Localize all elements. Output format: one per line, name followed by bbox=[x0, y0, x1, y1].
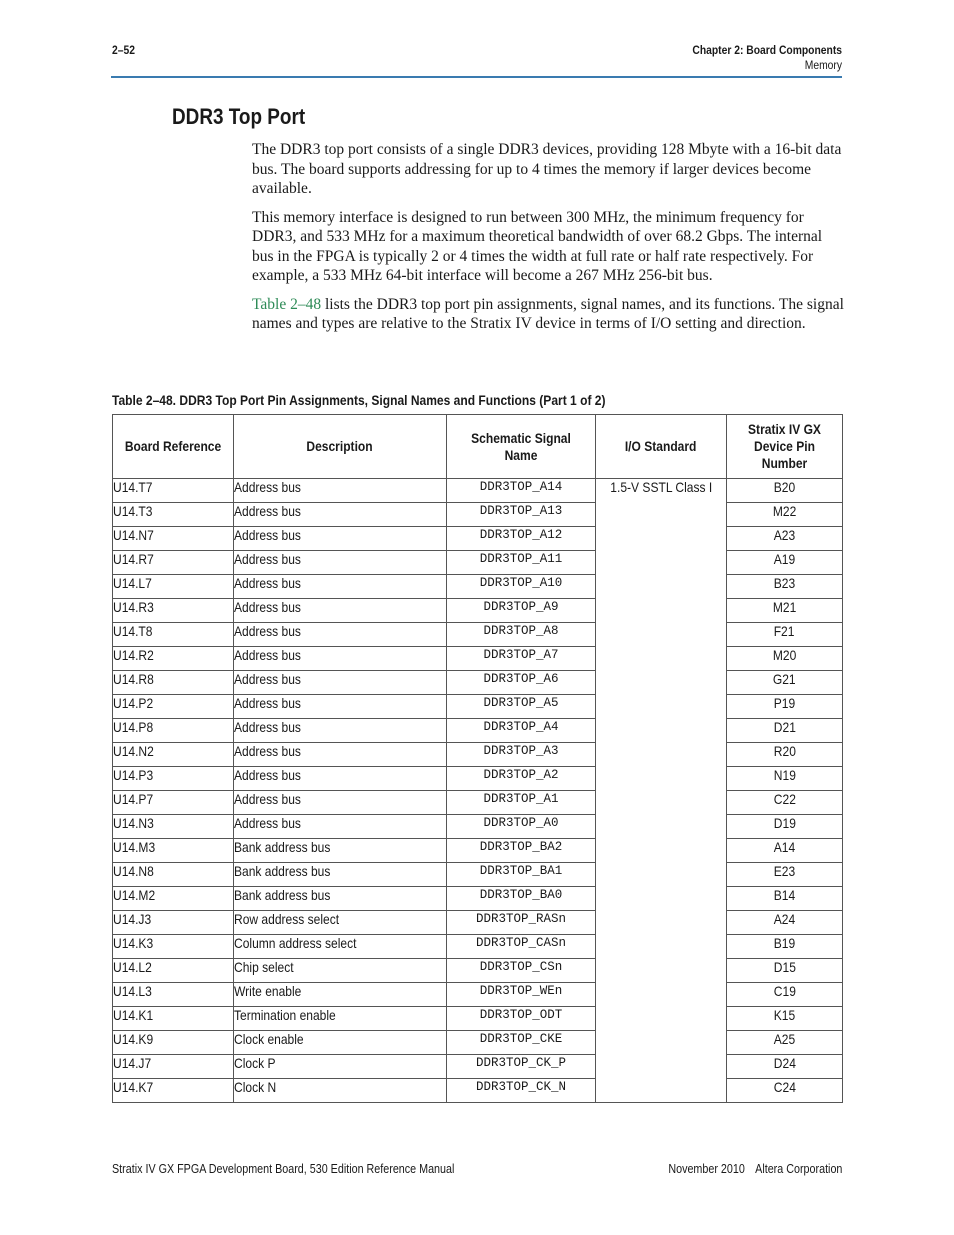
pin-number-cell: B19 bbox=[727, 935, 843, 959]
board-reference-cell: U14.T8 bbox=[113, 623, 234, 647]
header-io-standard: I/O Standard bbox=[596, 415, 727, 479]
table-row bbox=[113, 623, 843, 647]
pin-number-cell: P19 bbox=[727, 695, 843, 719]
board-reference-cell: U14.N8 bbox=[113, 863, 234, 887]
signal-name-cell: DDR3TOP_A13 bbox=[447, 503, 596, 527]
header-board-reference: Board Reference bbox=[113, 415, 234, 479]
table-caption: Table 2–48. DDR3 Top Port Pin Assignments, Signal Names and Functions (Part 1 of 2) bbox=[112, 392, 606, 408]
description-cell: Address bus bbox=[234, 647, 447, 671]
description-cell: Address bus bbox=[234, 599, 447, 623]
table-row bbox=[113, 959, 843, 983]
pin-number-cell: D24 bbox=[727, 1055, 843, 1079]
signal-name-cell: DDR3TOP_A5 bbox=[447, 695, 596, 719]
table-reference-text: lists the DDR3 top port pin assignments, signal names, and its functions. The signal names and types are relative to the Stratix IV device in terms of I/O setting and direction. bbox=[252, 295, 844, 332]
description-cell: Row address select bbox=[234, 911, 447, 935]
pin-number-cell: N19 bbox=[727, 767, 843, 791]
section-name: Memory bbox=[804, 58, 842, 72]
pin-number-cell: A24 bbox=[727, 911, 843, 935]
footer-manual-title: Stratix IV GX FPGA Development Board, 530 Edition Reference Manual bbox=[112, 1162, 455, 1176]
pin-number-cell: M21 bbox=[727, 599, 843, 623]
table-row bbox=[113, 575, 843, 599]
board-reference-cell: U14.P3 bbox=[113, 767, 234, 791]
description-cell: Chip select bbox=[234, 959, 447, 983]
board-reference-cell: U14.K3 bbox=[113, 935, 234, 959]
signal-name-cell: DDR3TOP_A1 bbox=[447, 791, 596, 815]
board-reference-cell: U14.L2 bbox=[113, 959, 234, 983]
board-reference-cell: U14.K9 bbox=[113, 1031, 234, 1055]
description-cell: Address bus bbox=[234, 695, 447, 719]
footer-company: Altera Corporation bbox=[754, 1162, 842, 1176]
signal-name-cell: DDR3TOP_A0 bbox=[447, 815, 596, 839]
description-cell: Address bus bbox=[234, 503, 447, 527]
pin-number-cell: C22 bbox=[727, 791, 843, 815]
pin-number-cell: C24 bbox=[727, 1079, 843, 1103]
description-cell: Column address select bbox=[234, 935, 447, 959]
footer-right bbox=[668, 1162, 842, 1176]
board-reference-cell: U14.L3 bbox=[113, 983, 234, 1007]
table-row bbox=[113, 1055, 843, 1079]
signal-name-cell: DDR3TOP_CK_N bbox=[447, 1079, 596, 1103]
table-row bbox=[113, 527, 843, 551]
pin-number-cell: D19 bbox=[727, 815, 843, 839]
board-reference-cell: U14.N2 bbox=[113, 743, 234, 767]
description-cell: Address bus bbox=[234, 551, 447, 575]
description-cell: Address bus bbox=[234, 575, 447, 599]
pin-number-cell: A23 bbox=[727, 527, 843, 551]
header-rule bbox=[111, 76, 842, 78]
signal-name-cell: DDR3TOP_A3 bbox=[447, 743, 596, 767]
table-row bbox=[113, 839, 843, 863]
table-row bbox=[113, 743, 843, 767]
board-reference-cell: U14.N7 bbox=[113, 527, 234, 551]
table-row bbox=[113, 695, 843, 719]
signal-name-cell: DDR3TOP_A6 bbox=[447, 671, 596, 695]
table-row bbox=[113, 719, 843, 743]
table-row bbox=[113, 1031, 843, 1055]
pin-number-cell: D21 bbox=[727, 719, 843, 743]
board-reference-cell: U14.P7 bbox=[113, 791, 234, 815]
board-reference-cell: U14.P8 bbox=[113, 719, 234, 743]
signal-name-cell: DDR3TOP_BA2 bbox=[447, 839, 596, 863]
table-row bbox=[113, 887, 843, 911]
table-row bbox=[113, 599, 843, 623]
board-reference-cell: U14.T7 bbox=[113, 479, 234, 503]
table-row bbox=[113, 479, 843, 503]
pin-number-cell: B20 bbox=[727, 479, 843, 503]
table-row bbox=[113, 911, 843, 935]
signal-name-cell: DDR3TOP_WEn bbox=[447, 983, 596, 1007]
header-signal-name: Schematic Signal Name bbox=[447, 415, 596, 479]
table-row bbox=[113, 815, 843, 839]
board-reference-cell: U14.P2 bbox=[113, 695, 234, 719]
table-row bbox=[113, 983, 843, 1007]
header-pin-number: Stratix IV GX Device Pin Number bbox=[727, 415, 843, 479]
description-cell: Address bus bbox=[234, 815, 447, 839]
signal-name-cell: DDR3TOP_BA1 bbox=[447, 863, 596, 887]
board-reference-cell: U14.J7 bbox=[113, 1055, 234, 1079]
board-reference-cell: U14.N3 bbox=[113, 815, 234, 839]
pin-number-cell: G21 bbox=[727, 671, 843, 695]
board-reference-cell: U14.M2 bbox=[113, 887, 234, 911]
running-header bbox=[692, 43, 842, 73]
description-cell: Address bus bbox=[234, 767, 447, 791]
signal-name-cell: DDR3TOP_CK_P bbox=[447, 1055, 596, 1079]
table-link[interactable]: Table 2–48 bbox=[252, 295, 322, 313]
signal-name-cell: DDR3TOP_RASn bbox=[447, 911, 596, 935]
pin-number-cell: M20 bbox=[727, 647, 843, 671]
description-cell: Clock enable bbox=[234, 1031, 447, 1055]
signal-name-cell: DDR3TOP_A9 bbox=[447, 599, 596, 623]
table-row bbox=[113, 503, 843, 527]
section-title: DDR3 Top Port bbox=[172, 104, 306, 129]
pin-number-cell: M22 bbox=[727, 503, 843, 527]
table-row bbox=[113, 551, 843, 575]
pin-number-cell: F21 bbox=[727, 623, 843, 647]
table-row bbox=[113, 935, 843, 959]
signal-name-cell: DDR3TOP_CSn bbox=[447, 959, 596, 983]
description-cell: Write enable bbox=[234, 983, 447, 1007]
pin-number-cell: C19 bbox=[727, 983, 843, 1007]
chapter-title: Chapter 2: Board Components bbox=[692, 43, 842, 57]
body-text bbox=[252, 140, 844, 343]
signal-name-cell: DDR3TOP_A8 bbox=[447, 623, 596, 647]
pin-number-cell: A25 bbox=[727, 1031, 843, 1055]
description-cell: Bank address bus bbox=[234, 839, 447, 863]
board-reference-cell: U14.R7 bbox=[113, 551, 234, 575]
paragraph-intro: The DDR3 top port consists of a single DDR3 devices, providing 128 Mbyte with a 16-bit data bus. The board supports addressing for up to 4 times the memory if larger devices become available. bbox=[252, 141, 842, 197]
signal-name-cell: DDR3TOP_A11 bbox=[447, 551, 596, 575]
description-cell: Clock N bbox=[234, 1079, 447, 1103]
description-cell: Address bus bbox=[234, 743, 447, 767]
description-cell: Address bus bbox=[234, 719, 447, 743]
signal-name-cell: DDR3TOP_A2 bbox=[447, 767, 596, 791]
description-cell: Address bus bbox=[234, 527, 447, 551]
description-cell: Address bus bbox=[234, 623, 447, 647]
pin-number-cell: B23 bbox=[727, 575, 843, 599]
description-cell: Termination enable bbox=[234, 1007, 447, 1031]
table-row bbox=[113, 767, 843, 791]
signal-name-cell: DDR3TOP_CASn bbox=[447, 935, 596, 959]
signal-name-cell: DDR3TOP_A14 bbox=[447, 479, 596, 503]
signal-name-cell: DDR3TOP_A4 bbox=[447, 719, 596, 743]
pin-number-cell: E23 bbox=[727, 863, 843, 887]
table-row bbox=[113, 671, 843, 695]
pin-number-cell: A19 bbox=[727, 551, 843, 575]
pin-assignment-table bbox=[112, 414, 843, 1103]
pin-number-cell: A14 bbox=[727, 839, 843, 863]
signal-name-cell: DDR3TOP_BA0 bbox=[447, 887, 596, 911]
signal-name-cell: DDR3TOP_ODT bbox=[447, 1007, 596, 1031]
description-cell: Address bus bbox=[234, 479, 447, 503]
board-reference-cell: U14.L7 bbox=[113, 575, 234, 599]
header-description: Description bbox=[234, 415, 447, 479]
board-reference-cell: U14.R3 bbox=[113, 599, 234, 623]
signal-name-cell: DDR3TOP_A12 bbox=[447, 527, 596, 551]
io-standard-cell: 1.5-V SSTL Class I bbox=[596, 479, 727, 1103]
table-row bbox=[113, 791, 843, 815]
board-reference-cell: U14.J3 bbox=[113, 911, 234, 935]
board-reference-cell: U14.M3 bbox=[113, 839, 234, 863]
description-cell: Bank address bus bbox=[234, 863, 447, 887]
paragraph-table-reference bbox=[252, 295, 844, 334]
board-reference-cell: U14.T3 bbox=[113, 503, 234, 527]
description-cell: Address bus bbox=[234, 671, 447, 695]
pin-number-cell: D15 bbox=[727, 959, 843, 983]
table-row bbox=[113, 863, 843, 887]
board-reference-cell: U14.K1 bbox=[113, 1007, 234, 1031]
board-reference-cell: U14.R2 bbox=[113, 647, 234, 671]
signal-name-cell: DDR3TOP_CKE bbox=[447, 1031, 596, 1055]
table-row bbox=[113, 1079, 843, 1103]
pin-number-cell: B14 bbox=[727, 887, 843, 911]
description-cell: Bank address bus bbox=[234, 887, 447, 911]
board-reference-cell: U14.K7 bbox=[113, 1079, 234, 1103]
table-header-row bbox=[113, 415, 843, 479]
paragraph-bandwidth: This memory interface is designed to run between 300 MHz, the minimum frequency for DDR3, and 533 MHz for a maximum theoretical bandwidth of over 68.2 Gbps. The internal bus in the FPGA is typically 2 or 4 times the width at full rate or half rate respectively. For example, a 533 MHz 64-bit interface will become a 267 MHz 256-bit bus. bbox=[252, 208, 823, 284]
description-cell: Address bus bbox=[234, 791, 447, 815]
table-row bbox=[113, 647, 843, 671]
pin-number-cell: K15 bbox=[727, 1007, 843, 1031]
description-cell: Clock P bbox=[234, 1055, 447, 1079]
pin-number-cell: R20 bbox=[727, 743, 843, 767]
signal-name-cell: DDR3TOP_A7 bbox=[447, 647, 596, 671]
page-number: 2–52 bbox=[112, 43, 135, 57]
signal-name-cell: DDR3TOP_A10 bbox=[447, 575, 596, 599]
board-reference-cell: U14.R8 bbox=[113, 671, 234, 695]
footer-date: November 2010 bbox=[667, 1162, 745, 1176]
table-row bbox=[113, 1007, 843, 1031]
